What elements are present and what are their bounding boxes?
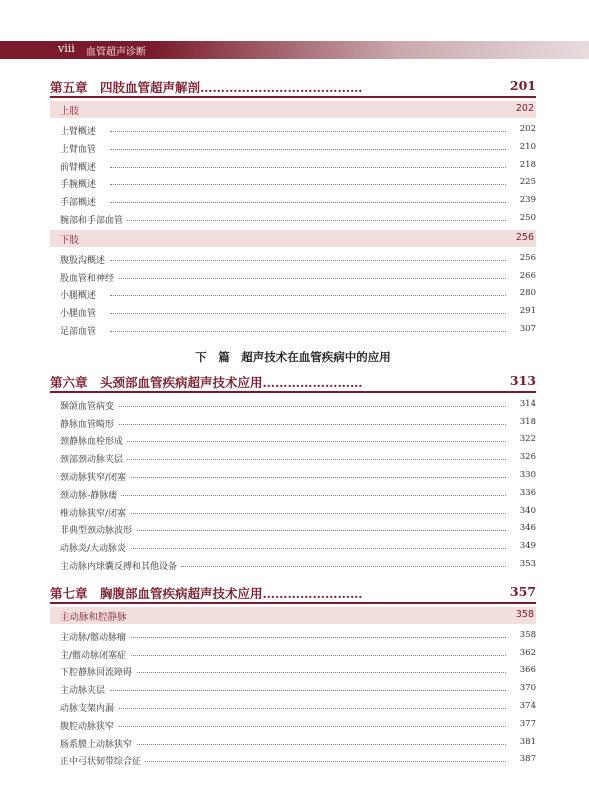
entry-page: 330 [516,470,536,480]
entry-page: 370 [516,683,536,693]
toc-entry[interactable] [50,157,536,175]
page-number: viii [58,42,75,55]
entry-page: 346 [516,523,536,533]
entry-title: 股血管和神经 [60,271,118,284]
entry-page: 266 [516,271,536,281]
running-header [0,41,589,59]
entry-title: 下腔静脉回流障碍 [60,665,136,678]
entry-page: 250 [516,213,536,223]
dot-leader [110,424,506,425]
entry-page: 374 [516,701,536,711]
toc-entry[interactable] [50,556,536,574]
entry-title: 腕部和手部血管 [60,213,127,226]
toc-entry[interactable] [50,414,536,432]
toc-entry[interactable] [50,192,536,210]
entry-title: 主动脉/髂动脉瘤 [60,630,130,643]
toc-entry[interactable] [50,250,536,268]
entry-page: 280 [516,288,536,298]
toc-entry[interactable] [50,174,536,192]
chapter-page: 201 [509,78,536,93]
toc-entry[interactable] [50,303,536,321]
entry-title: 主动脉内球囊反搏和其他设备 [60,559,181,572]
dot-leader [110,331,506,332]
toc-entry[interactable] [50,396,536,414]
entry-page: 340 [516,506,536,516]
chapter-6-heading[interactable] [50,369,536,393]
dot-leader [110,655,506,656]
toc-entry[interactable] [50,285,536,303]
entry-page: 362 [516,648,536,658]
section-title: 主动脉和腔静脉 [60,611,127,623]
book-title: 血管超声诊断 [86,47,146,58]
chapter-5-heading[interactable] [50,74,536,98]
entry-title: 颈部颈动脉夹层 [60,452,127,465]
entry-title: 手部概述 [60,195,100,208]
dot-leader [110,184,506,185]
toc-entry[interactable] [50,680,536,698]
entry-page: 366 [516,665,536,675]
toc-entry[interactable] [50,503,536,521]
dot-leader [110,477,506,478]
toc-entry[interactable] [50,467,536,485]
entry-title: 小腿血管 [60,306,100,319]
entry-page: 314 [516,399,536,409]
entry-page: 218 [516,160,536,170]
dot-leader [110,690,506,691]
dot-leader [110,202,506,203]
table-of-contents [50,74,536,769]
toc-entry[interactable] [50,751,536,769]
section-title: 下肢 [60,234,80,246]
dot-leader [110,406,506,407]
toc-entry[interactable] [50,139,536,157]
chapter-page: 313 [509,372,536,388]
toc-entry[interactable] [50,431,536,449]
section-aorta-vena-cava[interactable] [50,607,536,624]
toc-entry[interactable] [50,645,536,663]
entry-title: 动脉炎/大动脉炎 [60,541,130,554]
entry-page: 256 [516,253,536,263]
entry-title: 上臂血管 [60,142,100,155]
part-heading: 下 篇 超声技术在血管疾病中的应用 [195,349,391,364]
entry-page: 353 [516,559,536,569]
entry-title: 颈动脉狭窄/闭塞 [60,470,130,483]
dot-leader [110,459,506,460]
entry-page: 326 [516,452,536,462]
dot-leader [110,513,506,514]
dot-leader [110,744,506,745]
toc-entry[interactable] [50,321,536,339]
dot-leader [110,495,506,496]
entry-title: 手腕概述 [60,177,100,190]
dot-leader [110,548,506,549]
entry-page: 381 [516,737,536,747]
toc-entry[interactable] [50,485,536,503]
dot-leader [110,441,506,442]
entry-page: 202 [516,124,536,134]
entry-page: 322 [516,434,536,444]
entry-page: 307 [516,324,536,334]
entry-title: 肠系膜上动脉狭窄 [60,737,136,750]
toc-entry[interactable] [50,716,536,734]
section-upper-limb[interactable] [50,101,536,118]
dot-leader [110,637,506,638]
entry-page: 239 [516,195,536,205]
entry-title: 正中弓状韧带综合征 [60,754,145,767]
chapter-title: 第七章 胸腹部血管疾病超声技术应用…………………… [50,585,363,601]
section-page: 358 [515,608,534,620]
toc-entry[interactable] [50,538,536,556]
entry-title: 足部血管 [60,324,100,337]
entry-title: 上臂概述 [60,124,100,137]
dot-leader [110,708,506,709]
entry-page: 349 [516,541,536,551]
toc-entry[interactable] [50,268,536,286]
dot-leader [110,260,506,261]
section-page: 202 [515,103,534,114]
toc-entry[interactable] [50,662,536,680]
entry-page: 387 [516,754,536,764]
entry-title: 腹股沟概述 [60,253,109,266]
toc-entry[interactable] [50,210,536,228]
toc-entry[interactable] [50,520,536,538]
entry-title: 椎动脉狭窄/闭塞 [60,506,130,519]
section-page: 256 [515,231,534,243]
toc-entry[interactable] [50,121,536,139]
dot-leader [110,220,506,221]
entry-title: 颈静脉血栓形成 [60,434,127,447]
toc-entry[interactable] [50,627,536,645]
dot-leader [110,672,506,673]
entry-title: 腹腔动脉狭窄 [60,719,118,732]
entry-title: 前臂概述 [60,160,100,173]
entry-page: 358 [516,630,536,640]
dot-leader [110,726,506,727]
chapter-7-heading[interactable] [50,580,536,604]
entry-title: 小腿概述 [60,288,100,301]
entry-title: 动脉支架内漏 [60,701,118,714]
section-title: 上肢 [60,106,80,117]
entry-title: 主动脉夹层 [60,683,109,696]
entry-title: 颞颌血管病变 [60,399,118,412]
section-lower-limb[interactable] [50,230,536,247]
dot-leader [110,167,506,168]
entry-page: 377 [516,719,536,729]
entry-page: 318 [516,417,536,427]
entry-title: 主/髂动脉闭塞症 [60,648,130,661]
chapter-page: 357 [509,583,536,599]
dot-leader [110,530,506,531]
dot-leader [110,278,506,279]
dot-leader [110,761,506,762]
entry-page: 210 [516,142,536,152]
dot-leader [110,295,506,296]
entry-title: 颈动脉-静脉瘘 [60,488,121,501]
toc-entry[interactable] [50,698,536,716]
dot-leader [110,131,506,132]
entry-title: 非典型颈动脉波形 [60,523,136,536]
entry-page: 291 [516,306,536,316]
toc-entry[interactable] [50,734,536,752]
toc-entry[interactable] [50,449,536,467]
dot-leader [110,313,506,314]
chapter-title: 第五章 四肢血管超声解剖………………………………… [50,80,363,95]
chapter-title: 第六章 头颈部血管疾病超声技术应用…………………… [50,374,363,390]
entry-page: 225 [516,177,536,187]
dot-leader [110,149,506,150]
entry-title: 静脉血管畸形 [60,417,118,430]
entry-page: 336 [516,488,536,498]
